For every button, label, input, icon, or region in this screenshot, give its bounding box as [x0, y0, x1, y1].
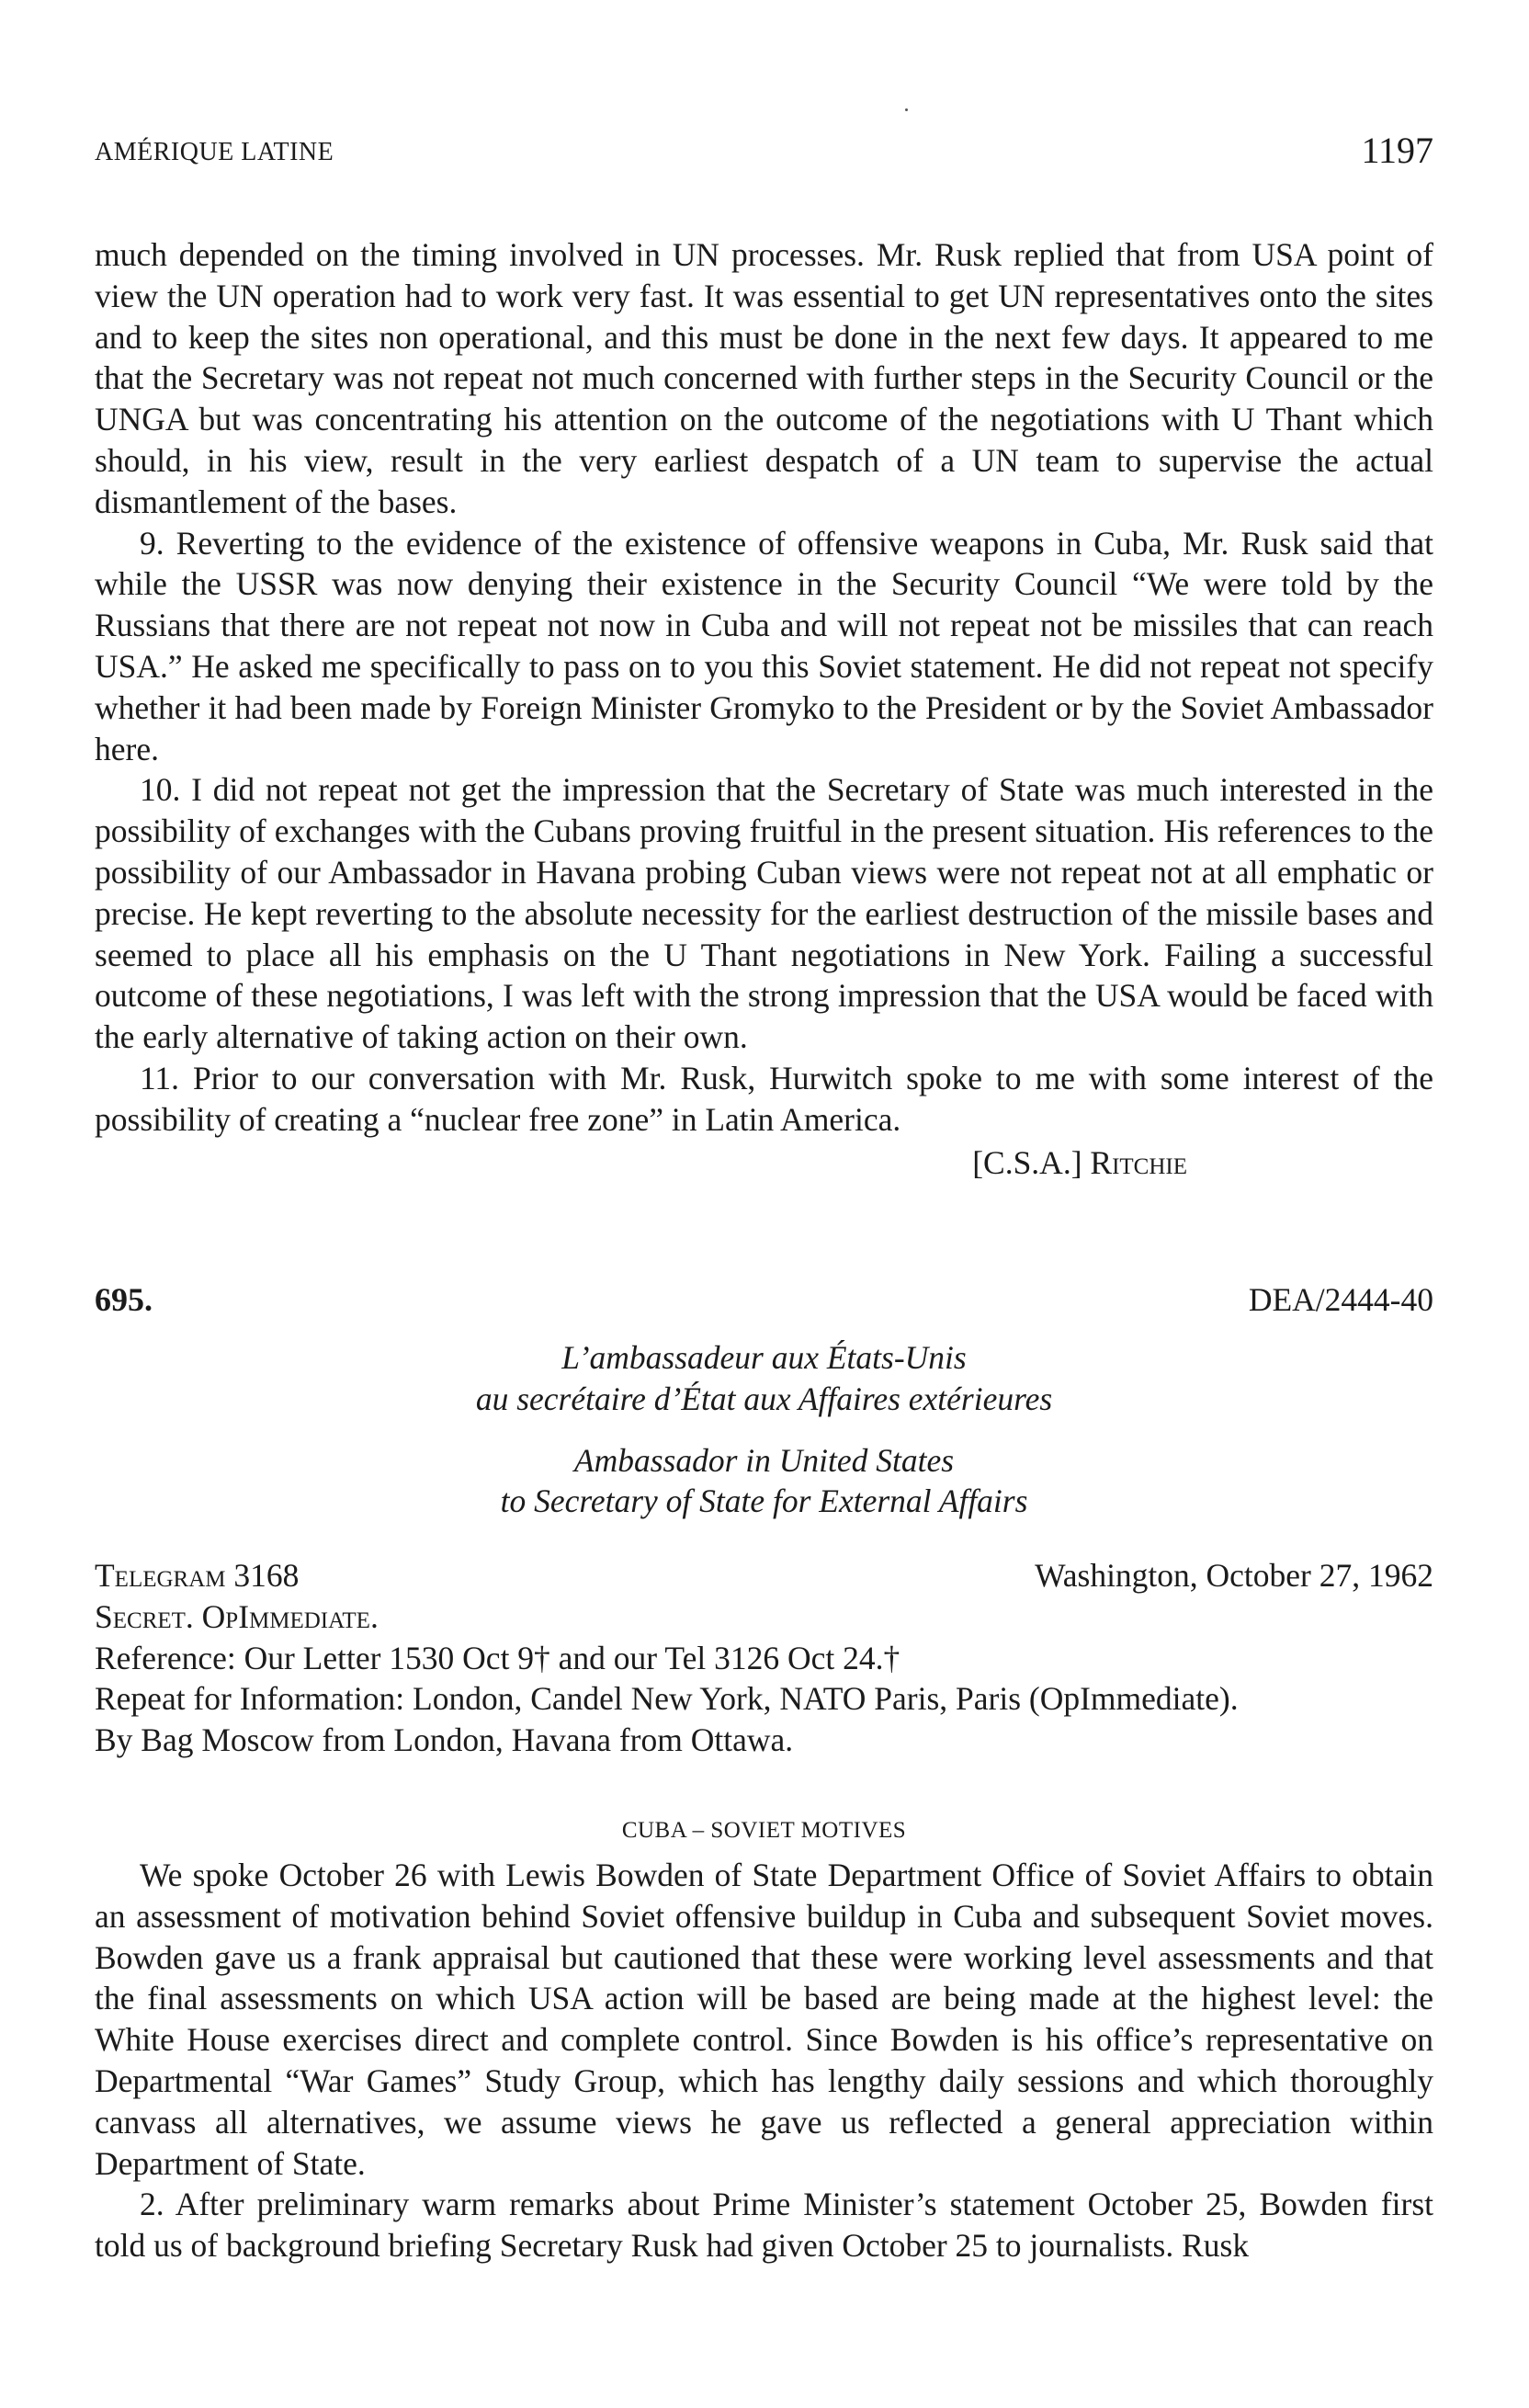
signature — [95, 1142, 1187, 1184]
telegram-row — [95, 1555, 1433, 1596]
place-date: Washington, October 27, 1962 — [1035, 1557, 1433, 1594]
bag-line: By Bag Moscow from London, Havana from Ottawa. — [95, 1721, 794, 1759]
title-fr-line1: L’ambassadeur aux États-Unis — [561, 1339, 967, 1376]
telegram-header — [95, 1555, 1433, 1761]
telegram-body — [95, 1855, 1433, 2266]
paragraph-9: 9. Reverting to the evidence of the existence of offensive weapons in Cuba, Mr. Rusk said that while the USSR was now denying their existence in the Security Council “We were told by the Russians that there are not repeat not now in Cuba and will not repeat not be missiles that can reach USA.” He asked me specifically to pass on to you this Soviet statement. He did not repeat not specify whether it had been made by Foreign Minister Gromyko to the President or by the Soviet Ambassador here. — [95, 524, 1433, 767]
paragraph-8-continued: much depended on the timing involved in UN processes. Mr. Rusk replied that from USA point of view the UN operation had to work very fast. It was essential to get UN representatives onto the sites and to keep the sites non operational, and this must be done in the next few days. It appeared to me that the Secretary was not repeat not much concerned with further steps in the Security Council or the UNGA but was concentrating his attention on the outcome of the negotiations with U Thant which should, in his view, result in the very earliest despatch of a UN team to supervise the actual dismantlement of the bases. — [95, 236, 1433, 520]
document-header-row — [95, 1280, 1433, 1319]
subject-heading: CUBA – SOVIET MOTIVES — [621, 1818, 907, 1843]
paragraph-10: 10. I did not repeat not get the impression that the Secretary of State was much interested in the possibility of exchanges with the Cubans proving fruitful in the present situation. His references to the possibility of our Ambassador in Havana probing Cuban views were not repeat not at all emphatic or precise. He kept reverting to the absolute necessity for the earliest destruction of the missile bases and seemed to place all his emphasis on the U Thant negotiations in New York. Failing a successful outcome of these negotiations, I was left with the strong impression that the USA would be faced with the early alternative of taking action on their own. — [95, 771, 1433, 1056]
document-number: 695. — [95, 1281, 153, 1318]
telegram-number: Telegram 3168 — [95, 1557, 300, 1594]
title-fr-line2: au secrétaire d’État aux Affaires extérieures — [475, 1380, 1053, 1417]
classification: Secret. OpImmediate. — [95, 1597, 379, 1635]
signature-name: Ritchie — [1090, 1143, 1187, 1181]
paragraph-11: 11. Prior to our conversation with Mr. Rusk, Hurwitch spoke to me with some interest of the possibility of creating a “nuclear free zone” in Latin America. — [95, 1059, 1433, 1138]
repeat-line: Repeat for Information: London, Candel New York, NATO Paris, Paris (OpImmediate). — [95, 1680, 1239, 1718]
document-title — [95, 1337, 1433, 1522]
title-en-line1: Ambassador in United States — [573, 1441, 955, 1479]
telegram-paragraph-2: 2. After preliminary warm remarks about Prime Minister’s statement October 25, Bowden first told us of background briefing Secretary Rusk had given October 25 to journalists. Rusk — [95, 2186, 1433, 2265]
page-number: 1197 — [1361, 130, 1433, 171]
title-en-line2: to Secretary of State for External Affairs — [500, 1482, 1028, 1520]
document-reference: DEA/2444-40 — [1248, 1281, 1433, 1318]
signature-initials: [C.S.A.] — [972, 1143, 1082, 1181]
speck — [905, 108, 908, 111]
telegram-paragraph-1: We spoke October 26 with Lewis Bowden of State Department Office of Soviet Affairs to obtain an assessment of motivation behind Soviet offensive buildup in Cuba and subsequent Soviet moves. Bowden gave us a frank appraisal but cautioned that these were working level assessments and that the final assessments on which USA action will be based are being made at the highest level: the White House exercises direct and complete control. Since Bowden is his office’s representative on Departmental “War Games” Study Group, which has lengthy daily sessions and which thoroughly canvass all alternatives, we assume views he gave us reflected a general appreciation within Department of State. — [95, 1857, 1433, 2182]
reference-line: Reference: Our Letter 1530 Oct 9† and our Tel 3126 Oct 24.† — [95, 1639, 900, 1676]
continued-section — [95, 234, 1433, 1183]
running-head-title: AMÉRIQUE LATINE — [95, 138, 334, 166]
